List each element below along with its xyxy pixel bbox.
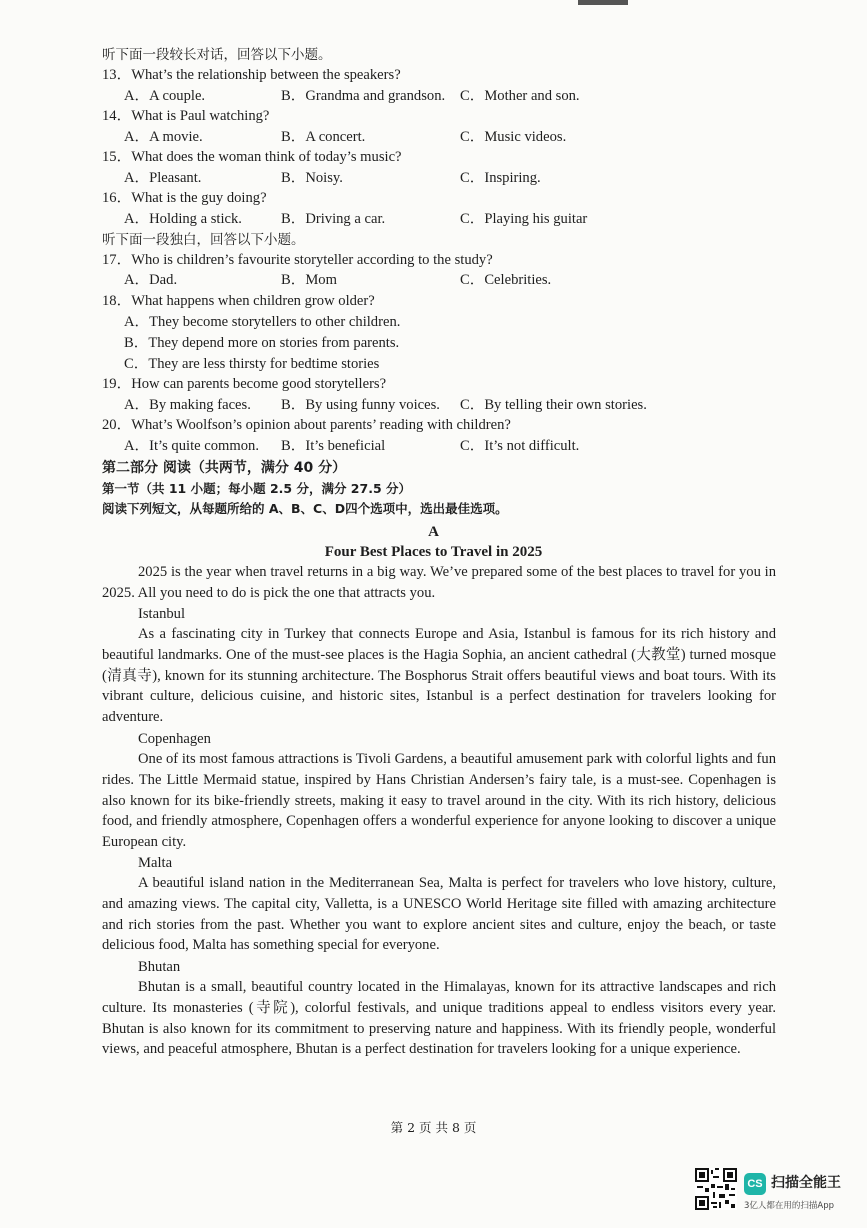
qr-code-icon (695, 1168, 737, 1210)
question-17-stem: 17．Who is children’s favourite storyteller according to the study? (102, 252, 493, 268)
question-13-stem: 13．What’s the relationship between the speakers? (102, 67, 401, 83)
bhutan-paragraph (102, 977, 776, 1060)
question-20-stem: 20．What’s Woolfson’s opinion about parents’ reading with children? (102, 417, 511, 433)
question-17-option-a: A．Dad. (124, 272, 178, 288)
question-17-option-b: B．Mom (281, 272, 337, 288)
question-13-option-b: B．Grandma and grandson. (281, 88, 446, 104)
listening-instruction-2: 听下面一段独白，回答以下小题。 (102, 232, 305, 248)
question-20-option-b: B．It’s beneficial (281, 438, 386, 454)
question-20-option-a: A．It’s quite common. (124, 438, 259, 454)
question-14-option-a: A．A movie. (124, 129, 203, 145)
question-14-stem: 14．What is Paul watching? (102, 108, 270, 124)
reading-section-title: 第一节（共 11 小题；每小题 2.5 分，满分 27.5 分） (102, 481, 411, 496)
question-16-option-c: C．Playing his guitar (460, 211, 588, 227)
malta-paragraph (102, 873, 776, 956)
copenhagen-heading: Copenhagen (138, 731, 211, 747)
top-edge-mark (578, 0, 628, 5)
istanbul-text: As a fascinating city in Turkey that connects Europe and Asia, Istanbul is famous for its rich history and beautiful landmarks. One of the must-see places is the Hagia Sophia, an ancient cathedral (大教堂) turned mosque (清真寺), known for its stunning architecture. The Bosphorus Strait offers beautiful views and boat tours. With its vibrant culture, delicious cuisine, and historic sites, Istanbul is a perfect destination for travelers looking for adventure. (102, 626, 776, 726)
malta-text: A beautiful island nation in the Mediterranean Sea, Malta is perfect for travelers who love history, culture, and amazing views. The capital city, Valletta, is a UNESCO World Heritage site filled with amazing architecture and rich stories from the past. Whether you want to explore ancient sites and culture, enjoy the beach, or taste delicious food, Malta has something special for everyone. (102, 875, 776, 954)
question-19-option-c: C．By telling their own stories. (460, 397, 647, 413)
passage-intro (102, 562, 776, 604)
malta-heading: Malta (138, 855, 173, 871)
question-19-stem: 19．How can parents become good storytellers? (102, 376, 387, 392)
question-14-option-b: B．A concert. (281, 129, 366, 145)
passage-title: Four Best Places to Travel in 2025 (324, 544, 543, 560)
question-18-option-b: B．They depend more on stories from parents. (124, 335, 400, 351)
copenhagen-text: One of its most famous attractions is Tivoli Gardens, a beautiful amusement park with colorful lights and fun rides. The Little Mermaid statue, inspired by Hans Christian Andersen’s fairy tale, is a must-see. Copenhagen is also known for its bike-friendly streets, making it easy to travel around in the city. With its rich history, delicious food, and friendly atmosphere, Copenhagen offers a wonderful experience for anyone looking to discover a unique European city. (102, 751, 776, 851)
bhutan-text: Bhutan is a small, beautiful country located in the Himalayas, known for its attractive landscapes and rich culture. Its monasteries (寺院), colorful festivals, and unique traditions appeal to endless visitors every year. Bhutan is also known for its commitment to preserving nature and happiness. With its friendly people, wonderful views, and peaceful atmosphere, Bhutan is a perfect destination for travelers looking for a unique experience. (102, 979, 776, 1058)
question-15-option-a: A．Pleasant. (124, 170, 202, 186)
bhutan-heading: Bhutan (138, 959, 181, 975)
question-15-option-c: C．Inspiring. (460, 170, 541, 186)
question-18-option-a: A．They become storytellers to other children. (124, 314, 401, 330)
question-20-option-c: C．It’s not difficult. (460, 438, 580, 454)
question-19-option-a: A．By making faces. (124, 397, 251, 413)
question-18-option-c: C．They are less thirsty for bedtime stories (124, 356, 380, 372)
scanner-app-name: 扫描全能王 (771, 1175, 841, 1191)
question-15-stem: 15．What does the woman think of today’s music? (102, 149, 402, 165)
question-15-option-b: B．Noisy. (281, 170, 343, 186)
question-16-stem: 16．What is the guy doing? (102, 190, 267, 206)
page-number: 第 2 页 共 8 页 (390, 1120, 477, 1135)
istanbul-heading: Istanbul (138, 606, 186, 622)
copenhagen-paragraph (102, 749, 776, 853)
question-18-stem: 18．What happens when children grow older? (102, 293, 375, 309)
listening-instruction-1: 听下面一段较长对话，回答以下小题。 (102, 47, 332, 63)
question-16-option-a: A．Holding a stick. (124, 211, 242, 227)
question-17-option-c: C．Celebrities. (460, 272, 552, 288)
passage-letter: A (428, 524, 439, 540)
question-14-option-c: C．Music videos. (460, 129, 567, 145)
question-13-option-c: C．Mother and son. (460, 88, 580, 104)
reading-part-title: 第二部分 阅读（共两节，满分 40 分） (102, 460, 347, 476)
scanner-tagline: 3亿人都在用的扫描App (744, 1201, 835, 1211)
question-16-option-b: B．Driving a car. (281, 211, 386, 227)
question-19-option-b: B．By using funny voices. (281, 397, 440, 413)
question-13-option-a: A．A couple. (124, 88, 206, 104)
camscanner-logo-icon: CS (744, 1173, 766, 1195)
reading-instruction: 阅读下列短文，从每题所给的 A、B、C、D四个选项中，选出最佳选项。 (102, 501, 508, 516)
passage-intro-text: 2025 is the year when travel returns in a big way. We’ve prepared some of the best places to travel for you in 2025. All you need to do is pick the one that attracts you. (102, 564, 776, 601)
istanbul-paragraph (102, 624, 776, 728)
